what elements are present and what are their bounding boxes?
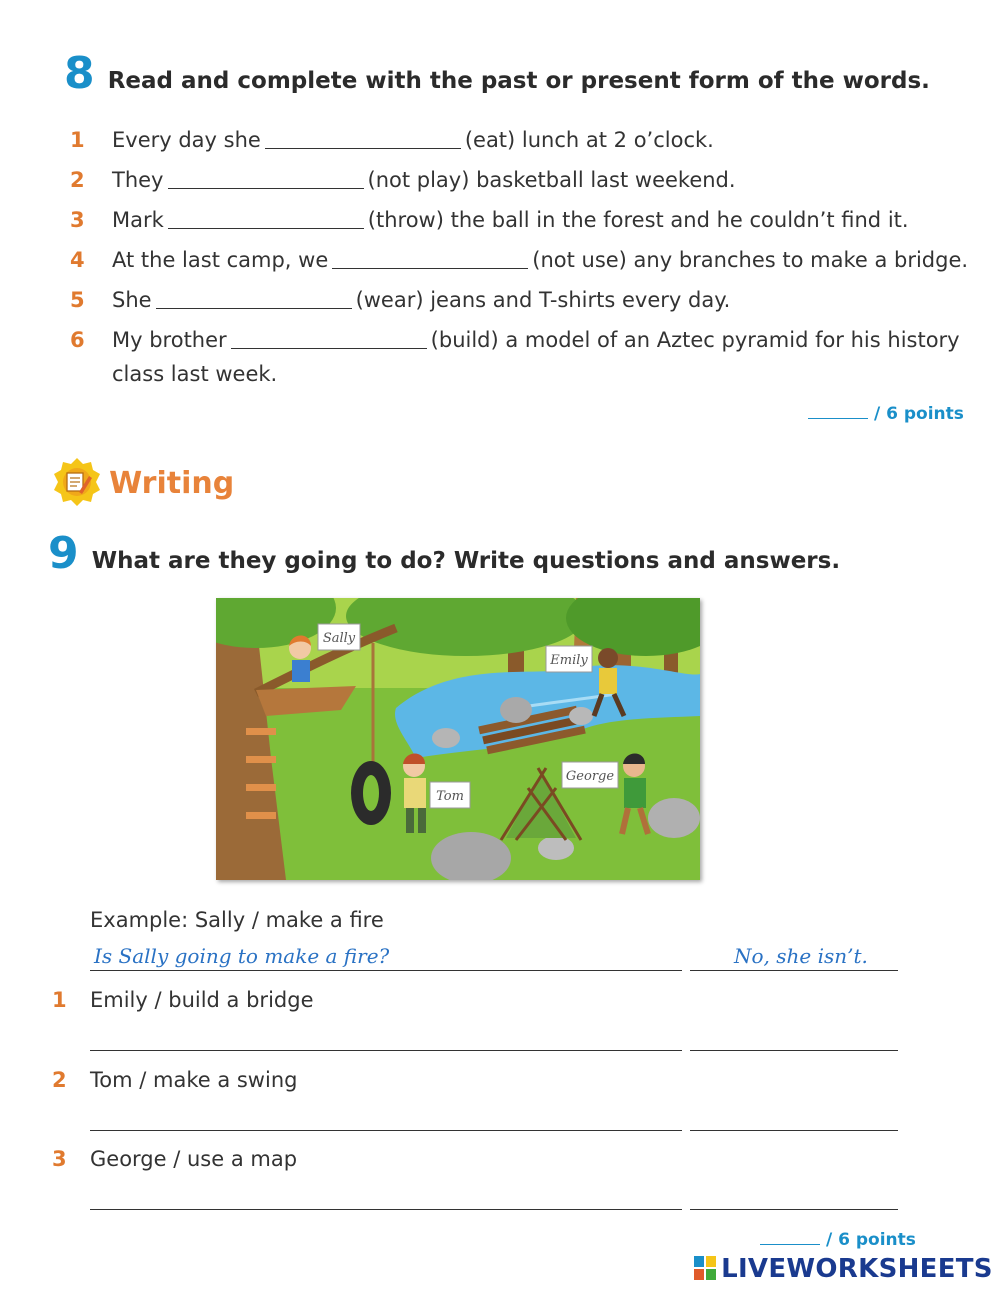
- question-line[interactable]: [90, 1050, 682, 1051]
- example-prompt: Example: Sally / make a fire: [90, 908, 384, 932]
- exercise-9-header: [48, 528, 840, 579]
- item-number: 2: [70, 168, 85, 192]
- item-text-before: She: [112, 288, 152, 312]
- ladder-step: [246, 812, 276, 819]
- camp-scene: [216, 598, 700, 880]
- exercise-9-item: [52, 1068, 297, 1092]
- exercise-9-number: 9: [48, 528, 79, 579]
- rock: [648, 798, 700, 838]
- item-text-after: (wear) jeans and T-shirts every day.: [355, 288, 731, 312]
- item-number: 6: [70, 328, 85, 352]
- score-blank[interactable]: [808, 418, 868, 419]
- question-line[interactable]: [90, 1130, 682, 1131]
- question-line[interactable]: [90, 1209, 682, 1210]
- pencil-badge-icon: [52, 456, 102, 510]
- answer-blank[interactable]: [231, 328, 427, 349]
- answer-line[interactable]: [690, 1130, 898, 1131]
- ladder-step: [246, 784, 276, 791]
- item-text-before: My brother: [112, 328, 227, 352]
- answer-blank[interactable]: [265, 128, 461, 149]
- item-number: 4: [70, 248, 85, 272]
- exercise-8-item: [70, 288, 730, 312]
- exercise-8-item: [70, 208, 909, 232]
- item-text-after: (not use) any branches to make a bridge.: [532, 248, 969, 272]
- rock: [569, 707, 593, 725]
- item-text-before: At the last camp, we: [112, 248, 329, 272]
- exercise-8-title: Read and complete with the past or present form of the words.: [107, 68, 930, 94]
- rock: [538, 836, 574, 860]
- liveworksheets-logo: [694, 1254, 993, 1284]
- example-answer-line: [690, 970, 898, 971]
- answer-blank[interactable]: [156, 288, 352, 309]
- logo-text: LIVEWORKSHEETS: [721, 1254, 993, 1284]
- item-number: 3: [52, 1147, 67, 1171]
- exercise-9-score: [760, 1230, 916, 1250]
- rock: [500, 697, 532, 723]
- item-prompt: Tom / make a swing: [90, 1068, 298, 1092]
- item-text-before: They: [112, 168, 164, 192]
- example-question: Is Sally going to make a fire?: [94, 944, 390, 968]
- exercise-8-item: [70, 328, 960, 352]
- exercise-8-header: [64, 48, 930, 99]
- example-answer: No, she isn’t.: [734, 944, 868, 968]
- item-prompt: George / use a map: [90, 1147, 298, 1171]
- points-label: / 6 points: [826, 1230, 916, 1250]
- item-text-after: (eat) lunch at 2 o’clock.: [464, 128, 714, 152]
- tom-label: Tom: [436, 789, 464, 804]
- score-blank[interactable]: [760, 1244, 820, 1245]
- answer-blank[interactable]: [168, 208, 364, 229]
- exercise-9-item: [52, 988, 313, 1012]
- item-text-after: (build) a model of an Aztec pyramid for his history: [430, 328, 960, 352]
- exercise-8-item: [70, 248, 968, 272]
- item-number: 5: [70, 288, 85, 312]
- exercise-9-title: What are they going to do? Write questions and answers.: [91, 548, 841, 574]
- answer-line[interactable]: [690, 1050, 898, 1051]
- item-number: 2: [52, 1068, 67, 1092]
- writing-heading: [52, 456, 234, 510]
- exercise-9-item: [52, 1147, 297, 1171]
- answer-blank[interactable]: [332, 248, 528, 269]
- exercise-8-item: [70, 168, 736, 192]
- item-number: 3: [70, 208, 85, 232]
- item-number: 1: [52, 988, 67, 1012]
- exercise-8-item: [70, 128, 714, 152]
- item-text-before: Every day she: [112, 128, 261, 152]
- ladder-step: [246, 728, 276, 735]
- item-text-after: (throw) the ball in the forest and he couldn’t find it.: [367, 208, 909, 232]
- tom-shirt: [404, 778, 426, 808]
- liveworksheets-grid-icon: [694, 1256, 716, 1280]
- emily-shirt: [599, 668, 617, 694]
- tyre-hole: [363, 775, 379, 811]
- george-shirt: [624, 778, 646, 808]
- writing-heading-text: Writing: [109, 465, 235, 501]
- rock: [432, 728, 460, 748]
- points-label: / 6 points: [874, 404, 964, 424]
- george-label: George: [565, 769, 615, 784]
- emily-figure: [598, 648, 618, 668]
- sally-label: Sally: [322, 631, 356, 646]
- item-text-before: Mark: [112, 208, 164, 232]
- exercise-8-score: [808, 404, 964, 424]
- tom-leg: [406, 808, 414, 833]
- exercise-8-item-continuation: class last week.: [112, 362, 278, 386]
- sally-shirt: [292, 660, 310, 682]
- answer-line[interactable]: [690, 1209, 898, 1210]
- camp-illustration: [216, 598, 700, 880]
- answer-blank[interactable]: [168, 168, 364, 189]
- exercise-8-number: 8: [64, 48, 95, 99]
- item-prompt: Emily / build a bridge: [90, 988, 314, 1012]
- emily-label: Emily: [550, 653, 588, 668]
- item-number: 1: [70, 128, 85, 152]
- item-text-after: (not play) basketball last weekend.: [367, 168, 736, 192]
- example-question-line: [90, 970, 682, 971]
- ladder-step: [246, 756, 276, 763]
- tom-leg: [418, 808, 426, 833]
